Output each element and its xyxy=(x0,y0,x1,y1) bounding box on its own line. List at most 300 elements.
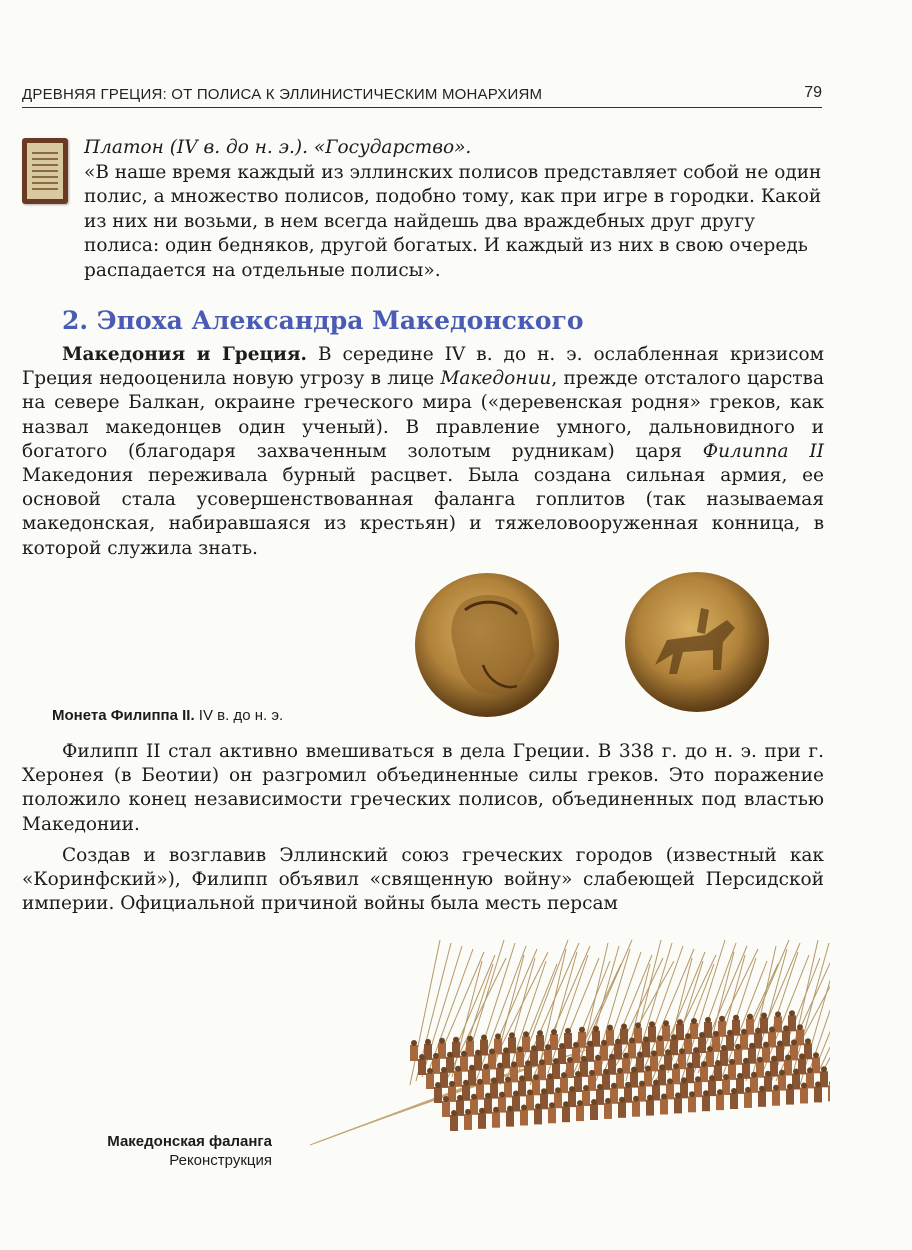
soldier-head-mark xyxy=(797,1024,803,1030)
soldier-mark xyxy=(572,1047,580,1063)
soldier-head-mark xyxy=(759,1086,765,1092)
soldier-mark xyxy=(476,1084,484,1100)
soldier-head-mark xyxy=(477,1079,483,1085)
soldier-mark xyxy=(580,1061,588,1077)
soldier-head-mark xyxy=(673,1063,679,1069)
soldier-head-mark xyxy=(533,1074,539,1080)
phalanx-illustration xyxy=(300,935,830,1175)
soldier-head-mark xyxy=(815,1081,821,1087)
soldier-mark xyxy=(690,1023,698,1039)
soldier-mark xyxy=(588,1075,596,1091)
soldier-mark xyxy=(748,1048,756,1064)
soldier-head-mark xyxy=(787,1084,793,1090)
soldier-head-mark xyxy=(685,1033,691,1039)
soldier-mark xyxy=(684,1038,692,1054)
soldier-head-mark xyxy=(677,1019,683,1025)
soldier-head-mark xyxy=(789,1010,795,1016)
soldier-head-mark xyxy=(525,1060,531,1066)
soldier-head-mark xyxy=(539,1059,545,1065)
soldier-head-mark xyxy=(503,1047,509,1053)
soldier-head-mark xyxy=(569,1086,575,1092)
soldier-head-mark xyxy=(765,1071,771,1077)
soldier-head-mark xyxy=(757,1057,763,1063)
soldier-mark xyxy=(464,1114,472,1130)
coin-reverse-rider xyxy=(625,572,769,712)
soldier-head-mark xyxy=(675,1092,681,1098)
soldier-head-mark xyxy=(771,1056,777,1062)
soldier-head-mark xyxy=(597,1084,603,1090)
soldier-mark xyxy=(648,1026,656,1042)
soldier-mark xyxy=(546,1078,554,1094)
soldier-mark xyxy=(446,1057,454,1073)
phalanx-caption-title: Македонская фаланга xyxy=(107,1133,272,1150)
soldier-head-mark xyxy=(535,1103,541,1109)
soldier-head-mark xyxy=(447,1052,453,1058)
soldier-mark xyxy=(658,1069,666,1085)
soldier-mark xyxy=(672,1068,680,1084)
soldier-mark xyxy=(606,1030,614,1046)
soldier-mark xyxy=(578,1032,586,1048)
soldier-head-mark xyxy=(523,1031,529,1037)
soldier-head-mark xyxy=(681,1077,687,1083)
soldier-mark xyxy=(764,1076,772,1092)
soldier-mark xyxy=(492,1112,500,1128)
soldier-head-mark xyxy=(573,1042,579,1048)
soldier-mark xyxy=(608,1059,616,1075)
soldier-head-mark xyxy=(507,1106,513,1112)
soldier-mark xyxy=(790,1044,798,1060)
soldier-mark xyxy=(730,1093,738,1109)
soldier-mark xyxy=(442,1101,450,1117)
soldier-head-mark xyxy=(649,1021,655,1027)
soldier-mark xyxy=(806,1072,814,1088)
soldier-head-mark xyxy=(763,1042,769,1048)
soldier-mark xyxy=(468,1070,476,1086)
soldier-mark xyxy=(548,1107,556,1123)
soldier-head-mark xyxy=(471,1094,477,1100)
soldier-head-mark xyxy=(593,1026,599,1032)
soldier-mark xyxy=(482,1069,490,1085)
soldier-mark xyxy=(622,1058,630,1074)
soldier-mark xyxy=(676,1024,684,1040)
soldier-head-mark xyxy=(695,1076,701,1082)
soldier-head-mark xyxy=(805,1038,811,1044)
soldier-head-mark xyxy=(661,1094,667,1100)
soldier-mark xyxy=(742,1063,750,1079)
soldier-mark xyxy=(456,1100,464,1116)
soldier-mark xyxy=(478,1113,486,1129)
soldier-mark xyxy=(664,1054,672,1070)
soldier-mark xyxy=(564,1033,572,1049)
soldier-head-mark xyxy=(751,1072,757,1078)
soldier-mark xyxy=(820,1071,828,1087)
quote-source: Платон (IV в. до н. э.). «Государство». xyxy=(84,137,472,158)
soldier-head-mark xyxy=(701,1061,707,1067)
soldier-head-mark xyxy=(583,1085,589,1091)
soldier-mark xyxy=(680,1082,688,1098)
soldier-head-mark xyxy=(469,1065,475,1071)
soldier-head-mark xyxy=(451,1110,457,1116)
soldier-mark xyxy=(554,1092,562,1108)
soldier-head-mark xyxy=(433,1053,439,1059)
soldier-mark xyxy=(590,1104,598,1120)
coin-caption xyxy=(52,707,283,724)
soldier-mark xyxy=(488,1054,496,1070)
soldier-head-mark xyxy=(761,1013,767,1019)
soldier-head-mark xyxy=(511,1061,517,1067)
soldier-mark xyxy=(506,1111,514,1127)
paragraph-text: , прежде отсталого царства на севере Балкан, окраине греческого мира («деревенская родня» греков, как назвал македонцев один ученый). В правление умного, дальновидного и богатого (благодаря захваченным золотым рудникам) царя xyxy=(22,368,824,462)
soldier-head-mark xyxy=(801,1083,807,1089)
soldier-mark xyxy=(462,1085,470,1101)
soldier-mark xyxy=(646,1100,654,1116)
soldier-mark xyxy=(616,1073,624,1089)
soldier-head-mark xyxy=(495,1033,501,1039)
soldier-head-mark xyxy=(703,1090,709,1096)
soldier-head-mark xyxy=(785,1055,791,1061)
soldier-head-mark xyxy=(791,1039,797,1045)
soldier-mark xyxy=(424,1044,432,1060)
soldier-head-mark xyxy=(745,1087,751,1093)
soldier-head-mark xyxy=(821,1066,827,1072)
soldier-mark xyxy=(460,1056,468,1072)
soldier-mark xyxy=(716,1094,724,1110)
soldier-head-mark xyxy=(513,1091,519,1097)
soldier-mark xyxy=(628,1043,636,1059)
coin-caption-title: Монета Филиппа II. xyxy=(52,707,195,724)
soldier-mark xyxy=(538,1064,546,1080)
soldier-head-mark xyxy=(609,1054,615,1060)
soldier-head-mark xyxy=(667,1078,673,1084)
section-heading: 2. Эпоха Александра Македонского xyxy=(62,306,584,335)
soldier-mark xyxy=(448,1086,456,1102)
soldier-mark xyxy=(550,1034,558,1050)
soldier-head-mark xyxy=(709,1075,715,1081)
soldier-head-mark xyxy=(691,1018,697,1024)
soldier-head-mark xyxy=(457,1095,463,1101)
soldier-mark xyxy=(726,1035,734,1051)
spear-mark xyxy=(818,955,830,1073)
soldier-mark xyxy=(508,1037,516,1053)
soldier-head-mark xyxy=(589,1070,595,1076)
soldier-mark xyxy=(532,1079,540,1095)
soldier-head-mark xyxy=(419,1054,425,1060)
soldier-head-mark xyxy=(651,1050,657,1056)
page-number: 79 xyxy=(804,84,822,101)
soldier-head-mark xyxy=(629,1038,635,1044)
soldier-mark xyxy=(530,1050,538,1066)
source-quote xyxy=(84,136,824,283)
soldier-head-mark xyxy=(621,1024,627,1030)
soldier-head-mark xyxy=(665,1049,671,1055)
soldier-mark xyxy=(560,1077,568,1093)
soldier-head-mark xyxy=(731,1088,737,1094)
soldier-mark xyxy=(800,1088,808,1104)
soldier-head-mark xyxy=(461,1051,467,1057)
soldier-head-mark xyxy=(509,1032,515,1038)
soldier-head-mark xyxy=(559,1043,565,1049)
soldier-mark xyxy=(410,1045,418,1061)
soldier-head-mark xyxy=(485,1093,491,1099)
soldier-head-mark xyxy=(581,1056,587,1062)
soldier-mark xyxy=(418,1059,426,1075)
soldier-mark xyxy=(662,1025,670,1041)
soldier-head-mark xyxy=(567,1057,573,1063)
soldier-mark xyxy=(592,1031,600,1047)
soldier-mark xyxy=(466,1041,474,1057)
paragraph-corinthian-league: Создав и возглавив Эллинский союз греческих городов (известный как «Коринфский»), Филипп объявил «священную войну» слабеющей Персидской империи. Официальной причиной войны была месть персам xyxy=(22,845,824,915)
soldier-mark xyxy=(494,1038,502,1054)
soldier-mark xyxy=(652,1085,660,1101)
soldier-head-mark xyxy=(777,1041,783,1047)
soldier-mark xyxy=(610,1088,618,1104)
paragraph-macedonia-greece xyxy=(22,343,824,561)
soldier-head-mark xyxy=(619,1097,625,1103)
soldier-mark xyxy=(760,1018,768,1034)
document-scroll-icon xyxy=(22,138,68,204)
soldier-head-mark xyxy=(607,1025,613,1031)
soldier-head-mark xyxy=(733,1015,739,1021)
soldier-head-mark xyxy=(747,1014,753,1020)
soldier-mark xyxy=(734,1049,742,1065)
soldier-mark xyxy=(452,1042,460,1058)
soldier-head-mark xyxy=(615,1039,621,1045)
soldier-head-mark xyxy=(693,1047,699,1053)
soldier-head-mark xyxy=(467,1036,473,1042)
soldier-head-mark xyxy=(579,1027,585,1033)
phalanx-caption xyxy=(72,1132,272,1170)
soldier-mark xyxy=(712,1036,720,1052)
soldier-head-mark xyxy=(639,1081,645,1087)
soldier-mark xyxy=(490,1083,498,1099)
soldier-head-mark xyxy=(549,1102,555,1108)
soldier-mark xyxy=(772,1090,780,1106)
soldier-head-mark xyxy=(563,1101,569,1107)
soldier-head-mark xyxy=(755,1028,761,1034)
term-macedonia: Македонии xyxy=(440,368,552,390)
soldier-head-mark xyxy=(643,1036,649,1042)
soldier-mark xyxy=(702,1095,710,1111)
soldier-head-mark xyxy=(647,1095,653,1101)
soldier-mark xyxy=(566,1062,574,1078)
soldier-mark xyxy=(518,1080,526,1096)
soldier-mark xyxy=(754,1033,762,1049)
soldier-mark xyxy=(544,1049,552,1065)
soldier-head-mark xyxy=(611,1083,617,1089)
soldier-head-mark xyxy=(465,1109,471,1115)
soldier-mark xyxy=(768,1032,776,1048)
soldier-mark xyxy=(700,1066,708,1082)
soldier-mark xyxy=(686,1067,694,1083)
soldier-mark xyxy=(804,1043,812,1059)
soldier-head-mark xyxy=(493,1107,499,1113)
soldier-head-mark xyxy=(499,1092,505,1098)
coin-images xyxy=(405,570,785,720)
soldier-mark xyxy=(774,1016,782,1032)
soldier-mark xyxy=(434,1087,442,1103)
soldier-head-mark xyxy=(717,1089,723,1095)
soldier-head-mark xyxy=(773,1085,779,1091)
soldier-mark xyxy=(502,1052,510,1068)
soldier-head-mark xyxy=(545,1044,551,1050)
paragraph-chaeronea: Филипп II стал активно вмешиваться в дела Греции. В 338 г. до н. э. при г. Херонея (в Беотии) он разгромил объединенные силы греков. Это поражение положило конец независимости греческих полисов, объединенных под властью Македонии. xyxy=(22,741,824,835)
soldier-head-mark xyxy=(575,1071,581,1077)
soldier-mark xyxy=(784,1060,792,1076)
soldier-mark xyxy=(634,1027,642,1043)
soldier-mark xyxy=(678,1053,686,1069)
soldier-mark xyxy=(474,1055,482,1071)
soldier-mark xyxy=(602,1074,610,1090)
soldier-head-mark xyxy=(729,1059,735,1065)
soldier-mark xyxy=(438,1043,446,1059)
soldier-mark xyxy=(470,1099,478,1115)
soldier-mark xyxy=(642,1041,650,1057)
soldier-mark xyxy=(534,1108,542,1124)
soldier-mark xyxy=(484,1098,492,1114)
soldier-head-mark xyxy=(547,1073,553,1079)
soldier-mark xyxy=(814,1086,822,1102)
soldier-mark xyxy=(596,1089,604,1105)
soldier-head-mark xyxy=(553,1058,559,1064)
soldier-mark xyxy=(744,1092,752,1108)
term-philip: Филиппа II xyxy=(702,440,824,462)
soldier-mark xyxy=(718,1021,726,1037)
soldier-mark xyxy=(704,1022,712,1038)
soldier-head-mark xyxy=(531,1045,537,1051)
soldier-head-mark xyxy=(577,1100,583,1106)
soldier-mark xyxy=(786,1089,794,1105)
soldier-mark xyxy=(594,1060,602,1076)
soldier-mark xyxy=(558,1048,566,1064)
soldier-head-mark xyxy=(793,1069,799,1075)
soldier-head-mark xyxy=(807,1067,813,1073)
soldier-mark xyxy=(736,1078,744,1094)
soldier-head-mark xyxy=(715,1060,721,1066)
soldier-mark xyxy=(756,1062,764,1078)
soldier-mark xyxy=(656,1040,664,1056)
soldier-mark xyxy=(670,1039,678,1055)
soldier-head-mark xyxy=(769,1027,775,1033)
soldier-head-mark xyxy=(449,1081,455,1087)
running-header-title: ДРЕВНЯЯ ГРЕЦИЯ: ОТ ПОЛИСА К ЭЛЛИНИСТИЧЕСКИМ МОНАРХИЯМ xyxy=(22,86,543,103)
soldier-mark xyxy=(600,1045,608,1061)
soldier-mark xyxy=(432,1058,440,1074)
soldier-head-mark xyxy=(439,1038,445,1044)
soldier-head-mark xyxy=(463,1080,469,1086)
soldier-mark xyxy=(740,1034,748,1050)
soldier-mark xyxy=(524,1065,532,1081)
soldier-head-mark xyxy=(475,1050,481,1056)
soldier-mark xyxy=(714,1065,722,1081)
soldier-mark xyxy=(650,1055,658,1071)
soldier-head-mark xyxy=(435,1082,441,1088)
soldier-head-mark xyxy=(645,1066,651,1072)
soldier-head-mark xyxy=(537,1030,543,1036)
soldier-head-mark xyxy=(565,1028,571,1034)
soldier-mark xyxy=(758,1091,766,1107)
soldier-head-mark xyxy=(657,1035,663,1041)
soldier-head-mark xyxy=(555,1087,561,1093)
soldier-head-mark xyxy=(741,1029,747,1035)
soldier-mark xyxy=(828,1085,830,1101)
soldier-mark xyxy=(812,1057,820,1073)
soldier-head-mark xyxy=(601,1040,607,1046)
soldier-mark xyxy=(450,1115,458,1131)
soldier-head-mark xyxy=(689,1091,695,1097)
phalanx-caption-subtitle: Реконструкция xyxy=(169,1152,272,1169)
soldier-mark xyxy=(586,1046,594,1062)
soldier-mark xyxy=(454,1071,462,1087)
soldier-mark xyxy=(798,1058,806,1074)
soldier-mark xyxy=(636,1057,644,1073)
soldier-head-mark xyxy=(699,1032,705,1038)
soldier-mark xyxy=(498,1097,506,1113)
soldier-mark xyxy=(688,1096,696,1112)
soldier-head-mark xyxy=(727,1030,733,1036)
soldier-mark xyxy=(618,1102,626,1118)
soldier-mark xyxy=(770,1061,778,1077)
soldier-head-mark xyxy=(521,1105,527,1111)
soldier-mark xyxy=(516,1051,524,1067)
soldier-head-mark xyxy=(635,1022,641,1028)
soldier-mark xyxy=(720,1050,728,1066)
soldier-mark xyxy=(788,1015,796,1031)
soldier-mark xyxy=(440,1072,448,1088)
soldier-head-mark xyxy=(441,1067,447,1073)
soldier-head-mark xyxy=(663,1020,669,1026)
soldier-mark xyxy=(732,1020,740,1036)
soldier-head-mark xyxy=(453,1037,459,1043)
soldier-mark xyxy=(698,1037,706,1053)
soldier-head-mark xyxy=(517,1046,523,1052)
soldier-mark xyxy=(762,1047,770,1063)
soldier-head-mark xyxy=(411,1040,417,1046)
soldier-head-mark xyxy=(653,1080,659,1086)
soldier-head-mark xyxy=(455,1066,461,1072)
soldier-mark xyxy=(562,1106,570,1122)
soldier-mark xyxy=(750,1077,758,1093)
soldier-head-mark xyxy=(813,1052,819,1058)
soldier-head-mark xyxy=(775,1011,781,1017)
soldier-mark xyxy=(722,1079,730,1095)
soldier-head-mark xyxy=(483,1064,489,1070)
soldier-mark xyxy=(692,1052,700,1068)
soldier-mark xyxy=(510,1066,518,1082)
soldier-head-mark xyxy=(659,1064,665,1070)
coin-obverse-head xyxy=(415,573,559,717)
soldier-head-mark xyxy=(723,1074,729,1080)
soldier-head-mark xyxy=(679,1048,685,1054)
soldier-mark xyxy=(624,1087,632,1103)
soldier-mark xyxy=(536,1035,544,1051)
soldier-mark xyxy=(576,1105,584,1121)
soldier-mark xyxy=(522,1036,530,1052)
soldier-mark xyxy=(694,1081,702,1097)
soldier-head-mark xyxy=(425,1039,431,1045)
soldier-head-mark xyxy=(591,1099,597,1105)
soldier-head-mark xyxy=(541,1088,547,1094)
soldier-mark xyxy=(504,1082,512,1098)
soldier-head-mark xyxy=(749,1043,755,1049)
soldier-head-mark xyxy=(561,1072,567,1078)
soldier-mark xyxy=(660,1099,668,1115)
paragraph-lead: Македония и Греция. xyxy=(62,344,307,365)
soldier-mark xyxy=(574,1076,582,1092)
soldier-head-mark xyxy=(721,1045,727,1051)
running-header xyxy=(22,80,822,108)
soldier-head-mark xyxy=(527,1089,533,1095)
soldier-mark xyxy=(776,1046,784,1062)
